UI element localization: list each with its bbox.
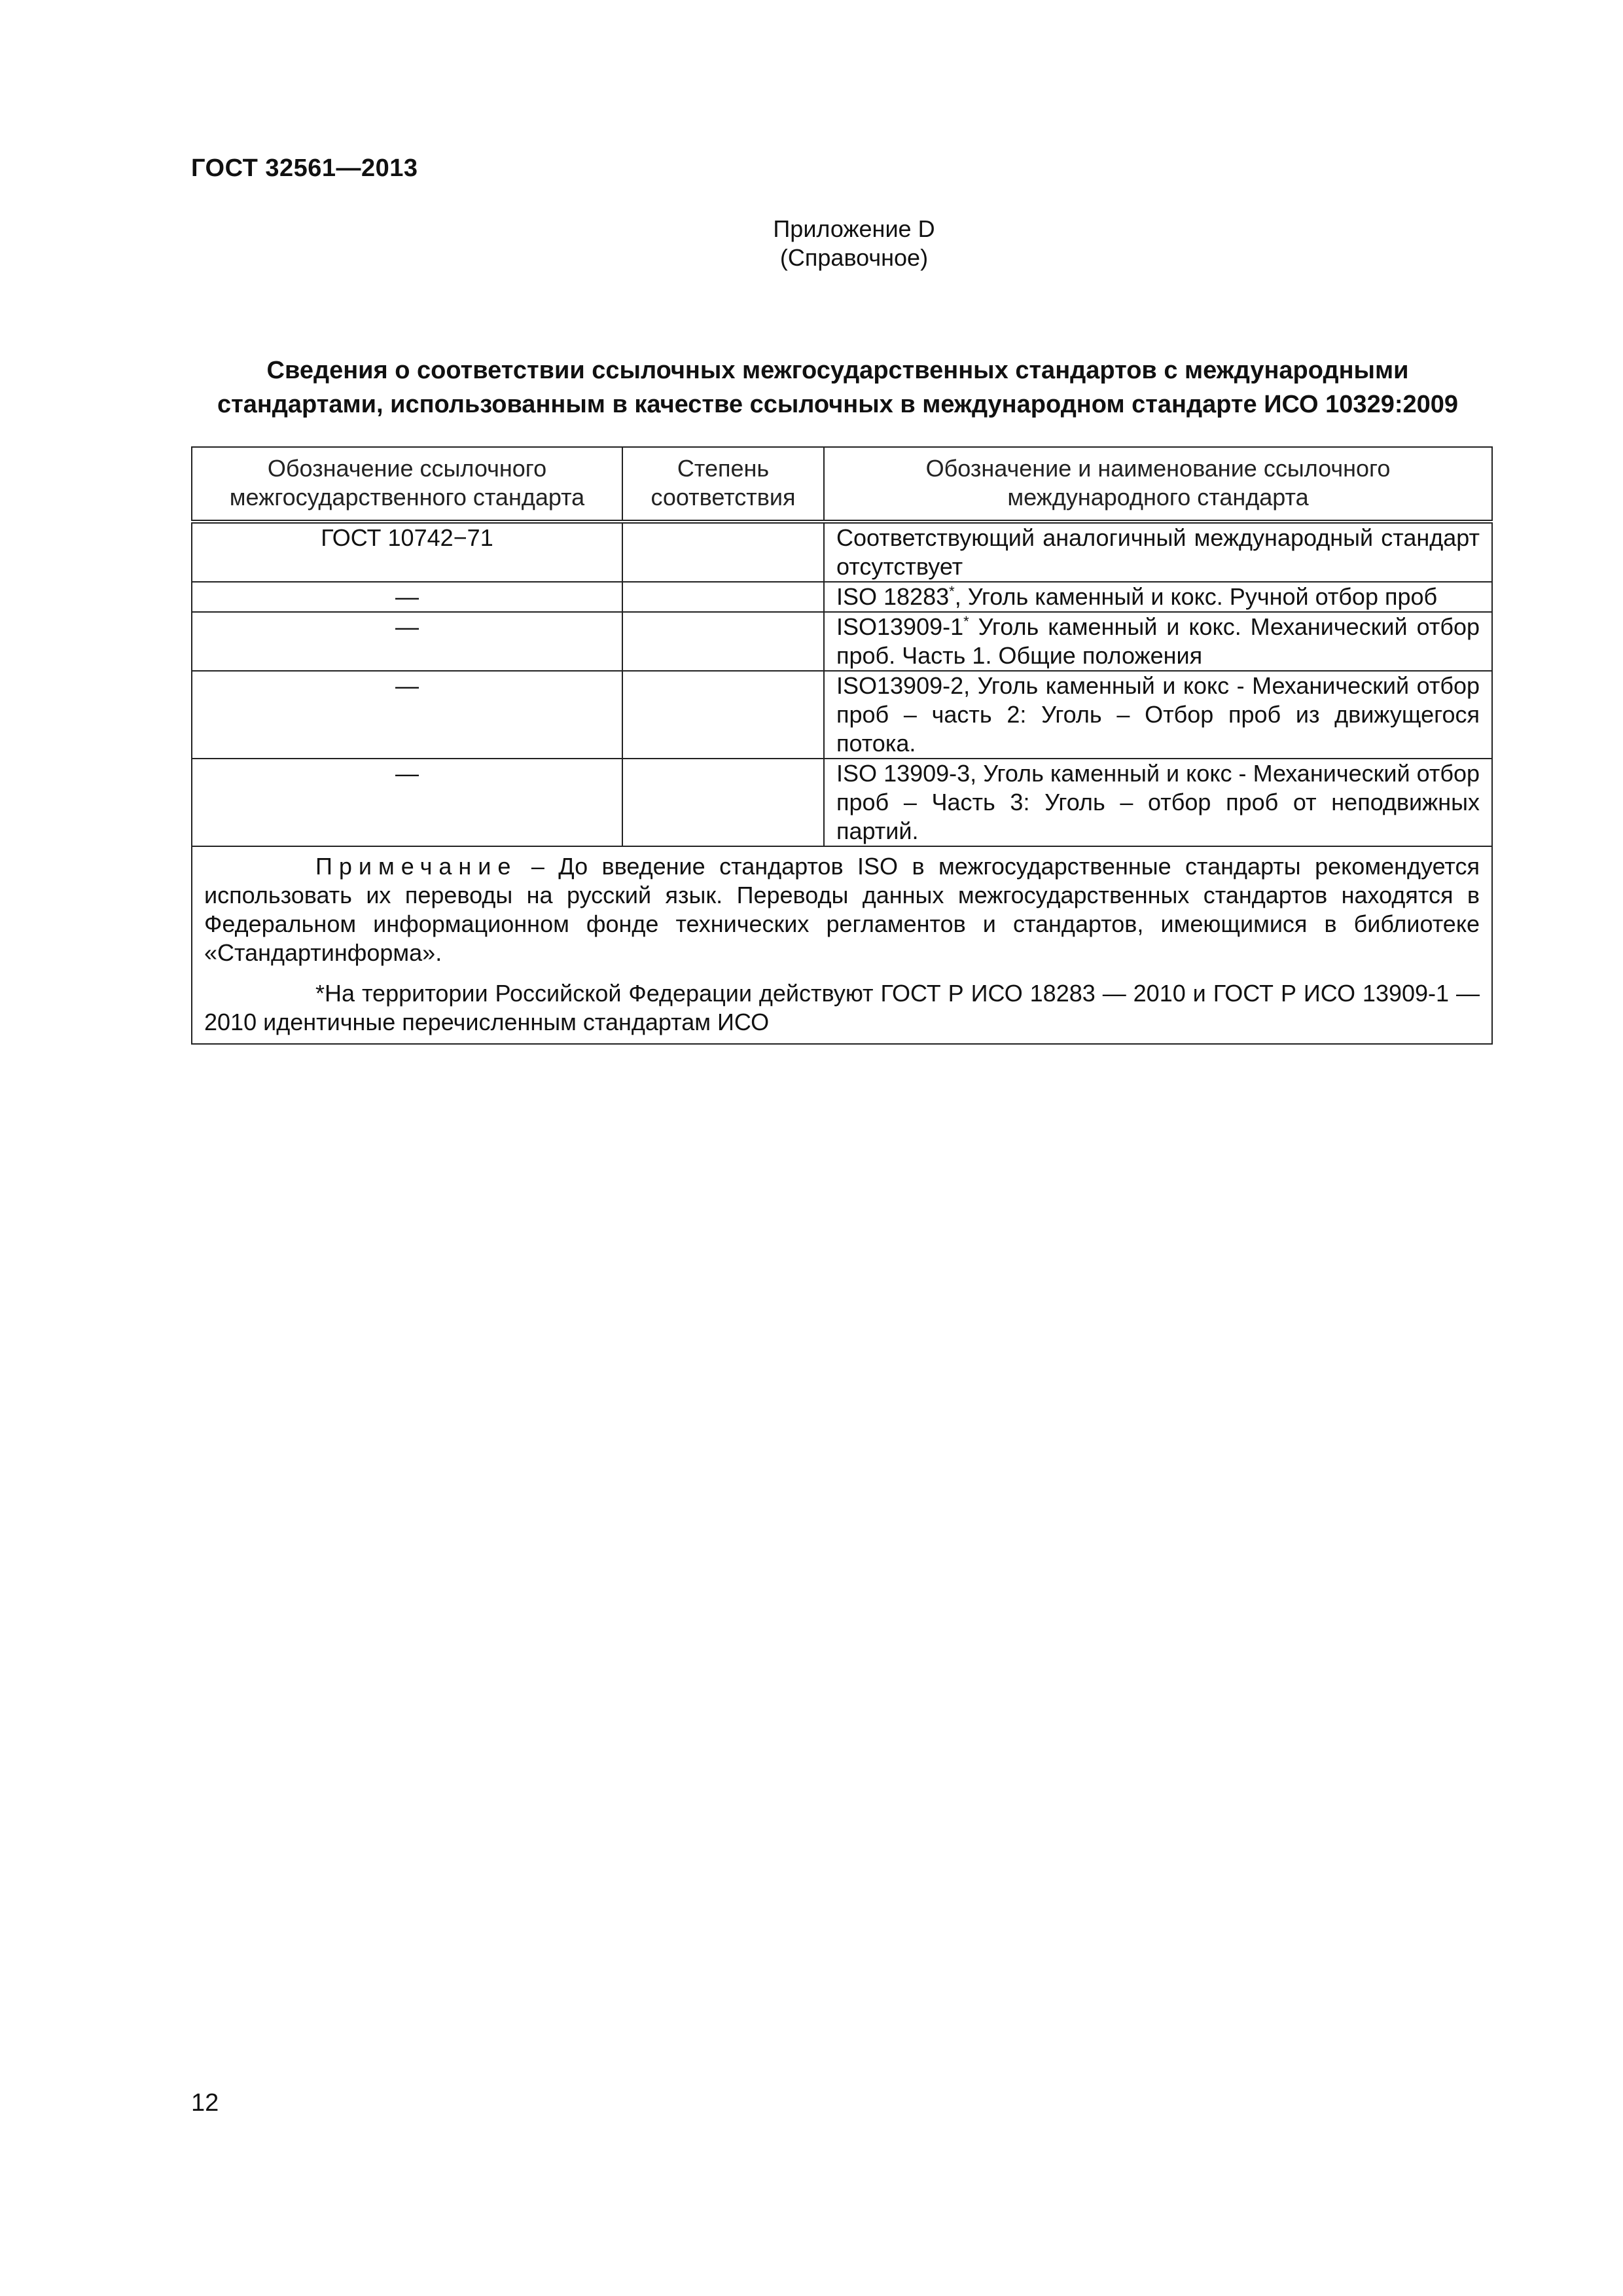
- table-row: [192, 612, 1492, 671]
- table-row: [192, 582, 1492, 612]
- note-paragraph: [204, 852, 1480, 967]
- footnote-mark: *: [949, 583, 955, 600]
- footnote-text: *На территории Российской Федерации действуют ГОСТ Р ИСО 18283 — 2010 и ГОСТ Р ИСО 13909-1 — 2010 идентичные перечисленным стандартам ИСО: [204, 980, 1480, 1035]
- annex-kind: (Справочное): [779, 244, 929, 271]
- reference-table: [191, 446, 1493, 1045]
- header-degree: Степень соответствия: [622, 447, 824, 522]
- header-international-standard: Обозначение и наименование ссылочного международного стандарта: [824, 447, 1492, 522]
- cell-international: ISO13909-2, Уголь каменный и кокс - Механический отбор проб – часть 2: Уголь – Отбор проб из движущегося потока.: [824, 671, 1492, 759]
- header-national-standard: Обозначение ссылочного межгосударственного стандарта: [192, 447, 622, 522]
- cell-national: —: [192, 582, 622, 612]
- cell-degree: [622, 582, 824, 612]
- note-cell: [192, 846, 1492, 1044]
- note-row: [192, 846, 1492, 1044]
- table-header-row: [192, 447, 1492, 522]
- cell-national: ГОСТ 10742−71: [192, 522, 622, 582]
- standard-code: ISO 18283: [836, 583, 950, 610]
- cell-international: [824, 582, 1492, 612]
- table-row: [192, 671, 1492, 759]
- note-text: – До введение стандартов ISO в межгосударственные стандарты рекомендуется использовать их переводы на русский язык. Переводы данных межгосударственных стандартов находятся в Федеральном информационном фонде технических регламентов и стандартов, имеющимися в библиотеке «Стандартинформа».: [204, 853, 1480, 966]
- annex-title: Приложение D: [773, 215, 935, 242]
- cell-national: —: [192, 759, 622, 846]
- cell-national: —: [192, 671, 622, 759]
- cell-degree: [622, 522, 824, 582]
- page-number: 12: [191, 2089, 219, 2117]
- cell-international: [824, 612, 1492, 671]
- annex-heading: [0, 215, 1623, 272]
- cell-degree: [622, 612, 824, 671]
- cell-national: —: [192, 612, 622, 671]
- standard-title: Уголь каменный и кокс. Механический отбор проб. Часть 1. Общие положения: [836, 613, 1480, 669]
- standard-title: , Уголь каменный и кокс. Ручной отбор проб: [954, 583, 1438, 610]
- cell-international: Соответствующий аналогичный международный стандарт отсутствует: [824, 522, 1492, 582]
- cell-international: ISO 13909-3, Уголь каменный и кокс - Механический отбор проб – Часть 3: Уголь – отбор проб от неподвижных партий.: [824, 759, 1492, 846]
- table-row: [192, 759, 1492, 846]
- cell-degree: [622, 671, 824, 759]
- note: [204, 852, 1480, 1037]
- note-label: Примечание: [315, 853, 518, 880]
- footnote-mark: *: [963, 613, 969, 630]
- document-code: ГОСТ 32561—2013: [191, 154, 418, 182]
- section-title: Сведения о соответствии ссылочных межгосударственных стандартов с международными стандартами, использованным в качестве ссылочных в международном стандарте ИСО 10329:2009: [217, 357, 1459, 418]
- cell-degree: [622, 759, 824, 846]
- standard-code: ISO13909-1: [836, 613, 964, 640]
- table-row: [192, 522, 1492, 582]
